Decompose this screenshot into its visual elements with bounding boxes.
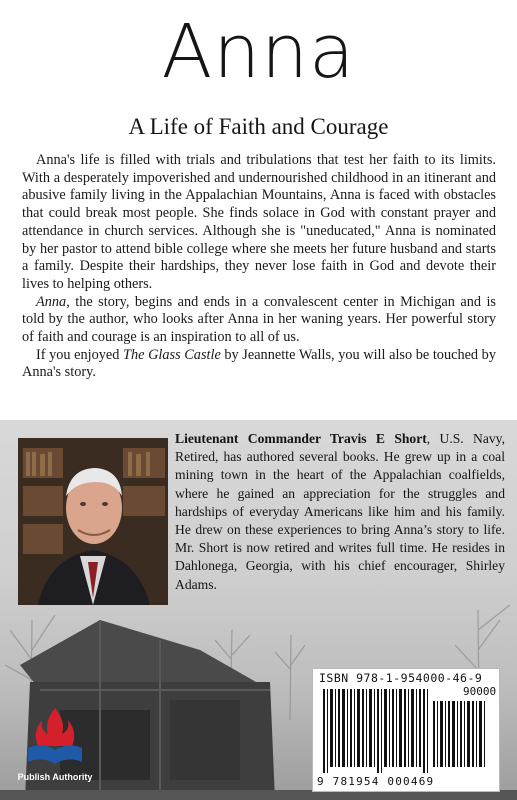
author-portrait-image — [18, 438, 168, 605]
author-name: Lieutenant Commander Travis E Short — [175, 431, 427, 446]
price-code: 90000 — [463, 685, 497, 698]
publisher-logo — [14, 702, 96, 792]
book-blurb — [22, 152, 496, 382]
isbn-label: ISBN 978-1-954000-46-9 — [319, 671, 483, 685]
author-photo — [18, 438, 168, 605]
book-subtitle: A Life of Faith and Courage — [128, 114, 389, 139]
author-bio-text: , U.S. Navy, Retired, has authored several books. He grew up in a coal mining town in the heart of the Appalachian coalfields, where he gained an appreciation for the struggles and hardships of everyday Americans like him and his family. He drew on these experiences to bring Anna’s story to life. Mr. Short is now retired and writes full time. He resides in Dahlonega, Georgia, with his chief encourager, Shirley Adams. — [175, 431, 505, 592]
publisher-name: Publish Authority — [17, 772, 93, 782]
blurb-paragraph-3 — [22, 347, 496, 382]
author-bio — [175, 430, 505, 594]
blurb-paragraph-2 — [22, 294, 496, 347]
blurb-paragraph-1: Anna's life is filled with trials and tribulations that test her faith to its limits. With a desperately impoverished and undernourished childhood in an itinerant and abusive family living in the Appalachian Mountains, Anna is faced with obstacles that could break most people. She finds solace in God with constant prayer and attendance in church services. Although she is "uneducated," Anna is nominated by her pastor to attend bible college where she meets her future husband and starts a family. Despite their hardships, they never lose faith in God and devote their lives to helping others. — [22, 152, 496, 292]
glass-castle-title: The Glass Castle — [123, 346, 221, 363]
blurb-paragraph-2-text: , the story, begins and ends in a convalescent center in Michigan and is told by the author, who looks after Anna in her waning years. Her powerful story of faith and courage is an inspiration to all of us. — [22, 293, 496, 346]
barcode-bars — [313, 669, 499, 775]
book-title: Anna — [161, 9, 356, 95]
blurb-title-italic: Anna — [36, 293, 67, 310]
flame-book-icon — [14, 702, 96, 772]
blurb-p3-post: by Jeannette Walls, you will also be touched by Anna's story. — [22, 346, 496, 381]
isbn-barcode — [312, 668, 500, 792]
ean-number: 9 781954 000469 — [317, 775, 435, 788]
back-cover-photo-area — [0, 420, 517, 800]
blurb-p3-pre: If you enjoyed — [36, 346, 124, 363]
